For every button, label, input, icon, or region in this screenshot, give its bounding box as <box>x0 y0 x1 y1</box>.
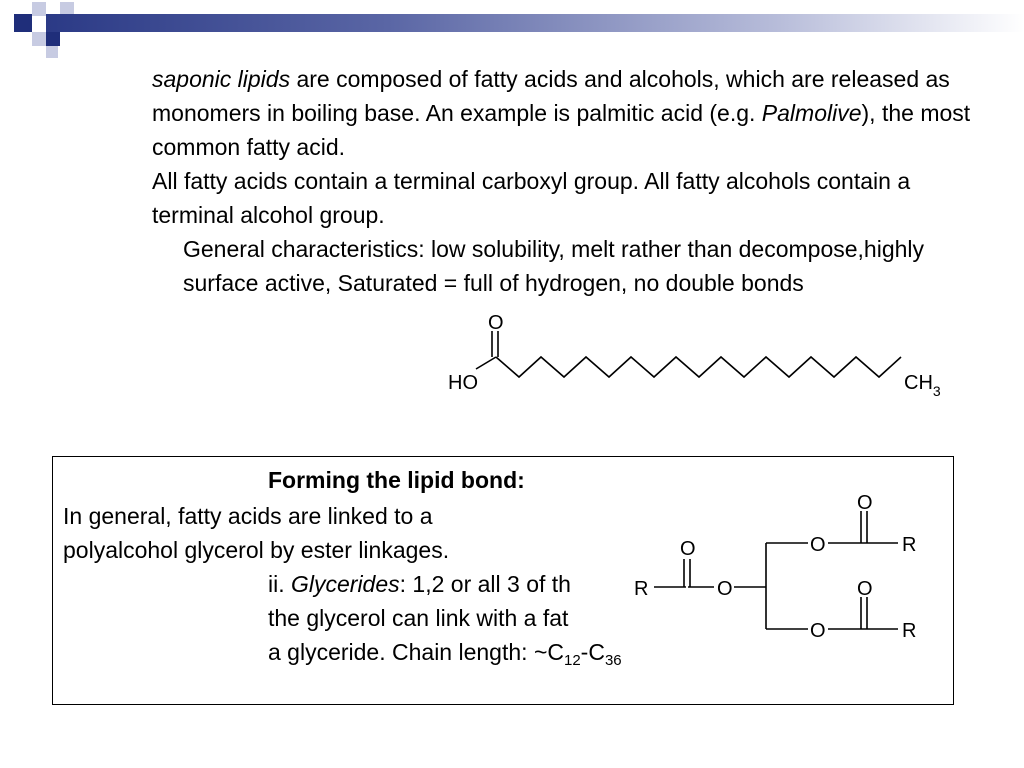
box-line: polyalcohol glycerol by ester linkages. <box>63 537 450 563</box>
text-span: : 1,2 or all 3 of th <box>399 571 571 597</box>
term-saponic-lipids: saponic lipids <box>152 66 291 92</box>
decor-square <box>46 46 58 58</box>
box-line-glycerides <box>268 567 571 601</box>
box-line: In general, fatty acids are linked to a <box>63 503 433 529</box>
box-line-chain-length <box>268 635 622 669</box>
hydroxyl-label: HO <box>448 372 478 394</box>
box-line: the glycerol can link with a fat <box>268 605 569 631</box>
main-text <box>152 62 982 300</box>
oxygen-label: O <box>717 578 733 600</box>
text-span: -C <box>580 639 605 665</box>
decor-square <box>46 32 60 46</box>
paragraph-general-characteristics: General characteristics: low solubility, melt rather than decompose,highly surface active, Saturated = full of hydrogen, no double bonds <box>183 236 925 296</box>
text-span: ), the most common fatty acid. <box>152 100 971 160</box>
paragraph-fatty-acids: All fatty acids contain a terminal carboxyl group. All fatty alcohols contain a terminal alcohol group. <box>152 168 911 228</box>
term-glycerides: Glycerides <box>291 571 400 597</box>
oxygen-label: O <box>488 312 504 334</box>
lipid-bond-box <box>52 456 954 705</box>
methyl-label: $CH_3$ <box>904 372 941 399</box>
r-group-label: R <box>902 620 917 642</box>
r-group-label: R <box>902 534 917 556</box>
palmitic-acid-structure <box>440 305 960 405</box>
decor-square <box>14 14 32 32</box>
oxygen-label: O <box>857 578 873 600</box>
decor-square <box>32 2 46 16</box>
header-decoration <box>0 0 1024 62</box>
oxygen-label: O <box>680 538 696 560</box>
text-span: ii. <box>268 571 291 597</box>
r-group-label: R <box>634 578 649 600</box>
glyceride-structure <box>628 487 938 647</box>
box-title: Forming the lipid bond: <box>268 467 525 493</box>
term-palmolive: Palmolive <box>761 100 862 126</box>
text-span: a glyceride. Chain length: ~C <box>268 639 564 665</box>
oxygen-label: O <box>810 620 826 642</box>
oxygen-label: O <box>810 534 826 556</box>
decor-square <box>32 32 46 46</box>
header-gradient-bar <box>46 14 1024 32</box>
subscript: 12 <box>563 652 581 669</box>
paragraph-saponic-lipids <box>152 62 982 164</box>
text-span: are composed of fatty acids and alcohols, which are released as monomers in boiling base. An example is palmitic acid (e.g. <box>152 66 950 126</box>
oxygen-label: O <box>857 492 873 514</box>
subscript: 36 <box>604 652 622 669</box>
